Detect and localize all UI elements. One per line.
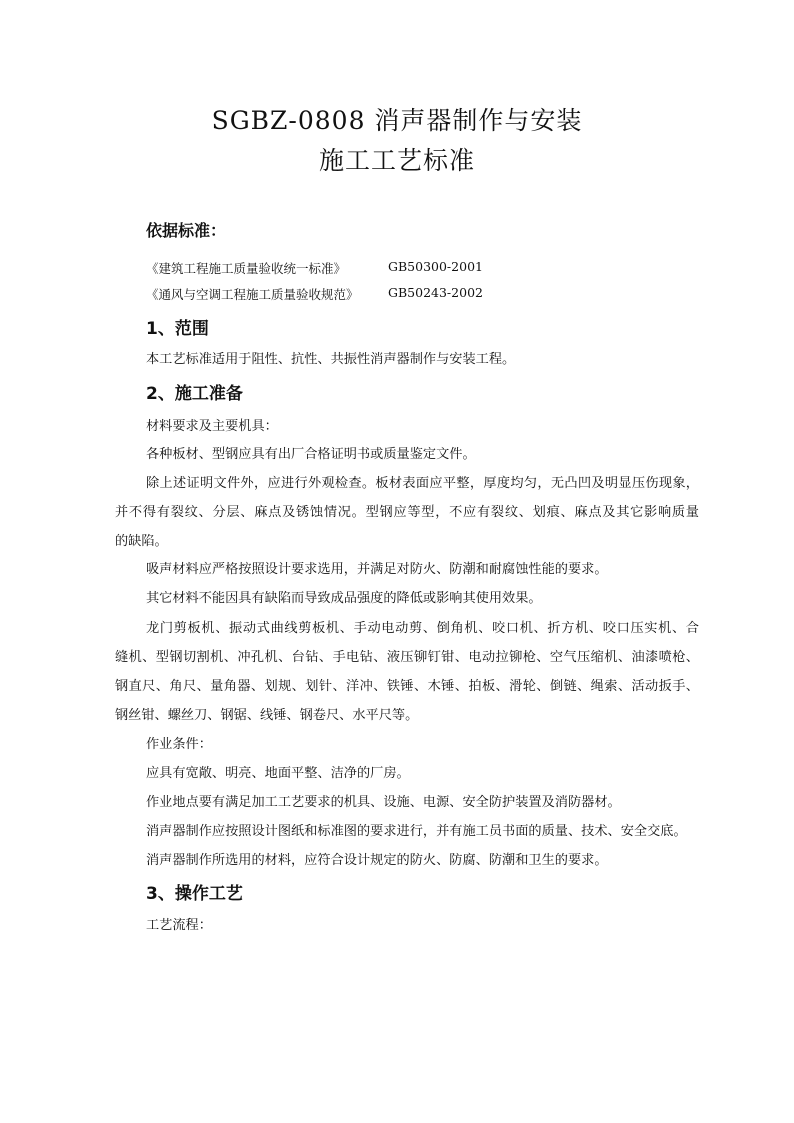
paragraph-sound-absorbing: 吸声材料应严格按照设计要求选用，并满足对防火、防潮和耐腐蚀性能的要求。 — [146, 562, 608, 577]
conditions-label: 作业条件： — [146, 737, 212, 752]
scope-text: 本工艺标准适用于阻性、抗性、共振性消声器制作与安装工程。 — [146, 352, 516, 367]
condition-drawings: 消声器制作应按照设计图纸和标准图的要求进行，并有施工员书面的质量、技术、安全交底。 — [146, 824, 687, 839]
paragraph-inspection-line1: 除上述证明文件外，应进行外观检查。板材表面应平整，厚度均匀，无凸凹及明显压伤现象， — [146, 476, 699, 491]
section-heading-operation: 3、操作工艺 — [146, 884, 243, 904]
paragraph-inspection-line2: 并不得有裂纹、分层、麻点及锈蚀情况。型钢应等型，不应有裂纹、划痕、麻点及其它影响质量 — [115, 505, 699, 520]
reference-standard-2: 《通风与空调工程施工质量验收规范》 — [146, 287, 359, 302]
document-title-line2: 施工工艺标准 — [318, 146, 475, 175]
process-flow-label: 工艺流程： — [146, 918, 212, 933]
paragraph-tools-line3: 钢直尺、角尺、量角器、划规、划针、洋冲、铁锤、木锤、拍板、滑轮、倒链、绳索、活动扳手、 — [115, 679, 699, 694]
section-heading-scope: 1、范围 — [146, 319, 209, 339]
materials-label: 材料要求及主要机具： — [146, 419, 278, 434]
basis-heading: 依据标准： — [146, 221, 227, 240]
reference-standard-1: 《建筑工程施工质量验收统一标准》 — [146, 261, 347, 276]
paragraph-tools-line2: 缝机、型钢切割机、冲孔机、台钻、手电钻、液压铆钉钳、电动拉铆枪、空气压缩机、油漆喷枪、 — [115, 650, 699, 665]
section-heading-preparation: 2、施工准备 — [146, 384, 243, 404]
condition-workshop: 应具有宽敞、明亮、地面平整、洁净的厂房。 — [146, 766, 410, 781]
paragraph-tools-line4: 钢丝钳、螺丝刀、钢锯、线锤、钢卷尺、水平尺等。 — [115, 708, 419, 723]
document-title-line1: SGBZ-0808 消声器制作与安装 — [211, 106, 583, 135]
reference-code-2: GB50243-2002 — [388, 285, 483, 300]
paragraph-certificates: 各种板材、型钢应具有出厂合格证明书或质量鉴定文件。 — [146, 447, 476, 462]
paragraph-inspection-line3: 的缺陷。 — [115, 534, 168, 549]
condition-equipment: 作业地点要有满足加工工艺要求的机具、设施、电源、安全防护装置及消防器材。 — [146, 795, 621, 810]
condition-materials: 消声器制作所选用的材料，应符合设计规定的防火、防腐、防潮和卫生的要求。 — [146, 853, 608, 868]
reference-code-1: GB50300-2001 — [388, 259, 483, 274]
paragraph-tools-line1: 龙门剪板机、振动式曲线剪板机、手动电动剪、倒角机、咬口机、折方机、咬口压实机、合 — [146, 621, 699, 636]
paragraph-other-materials: 其它材料不能因具有缺陷而导致成品强度的降低或影响其使用效果。 — [146, 591, 542, 606]
